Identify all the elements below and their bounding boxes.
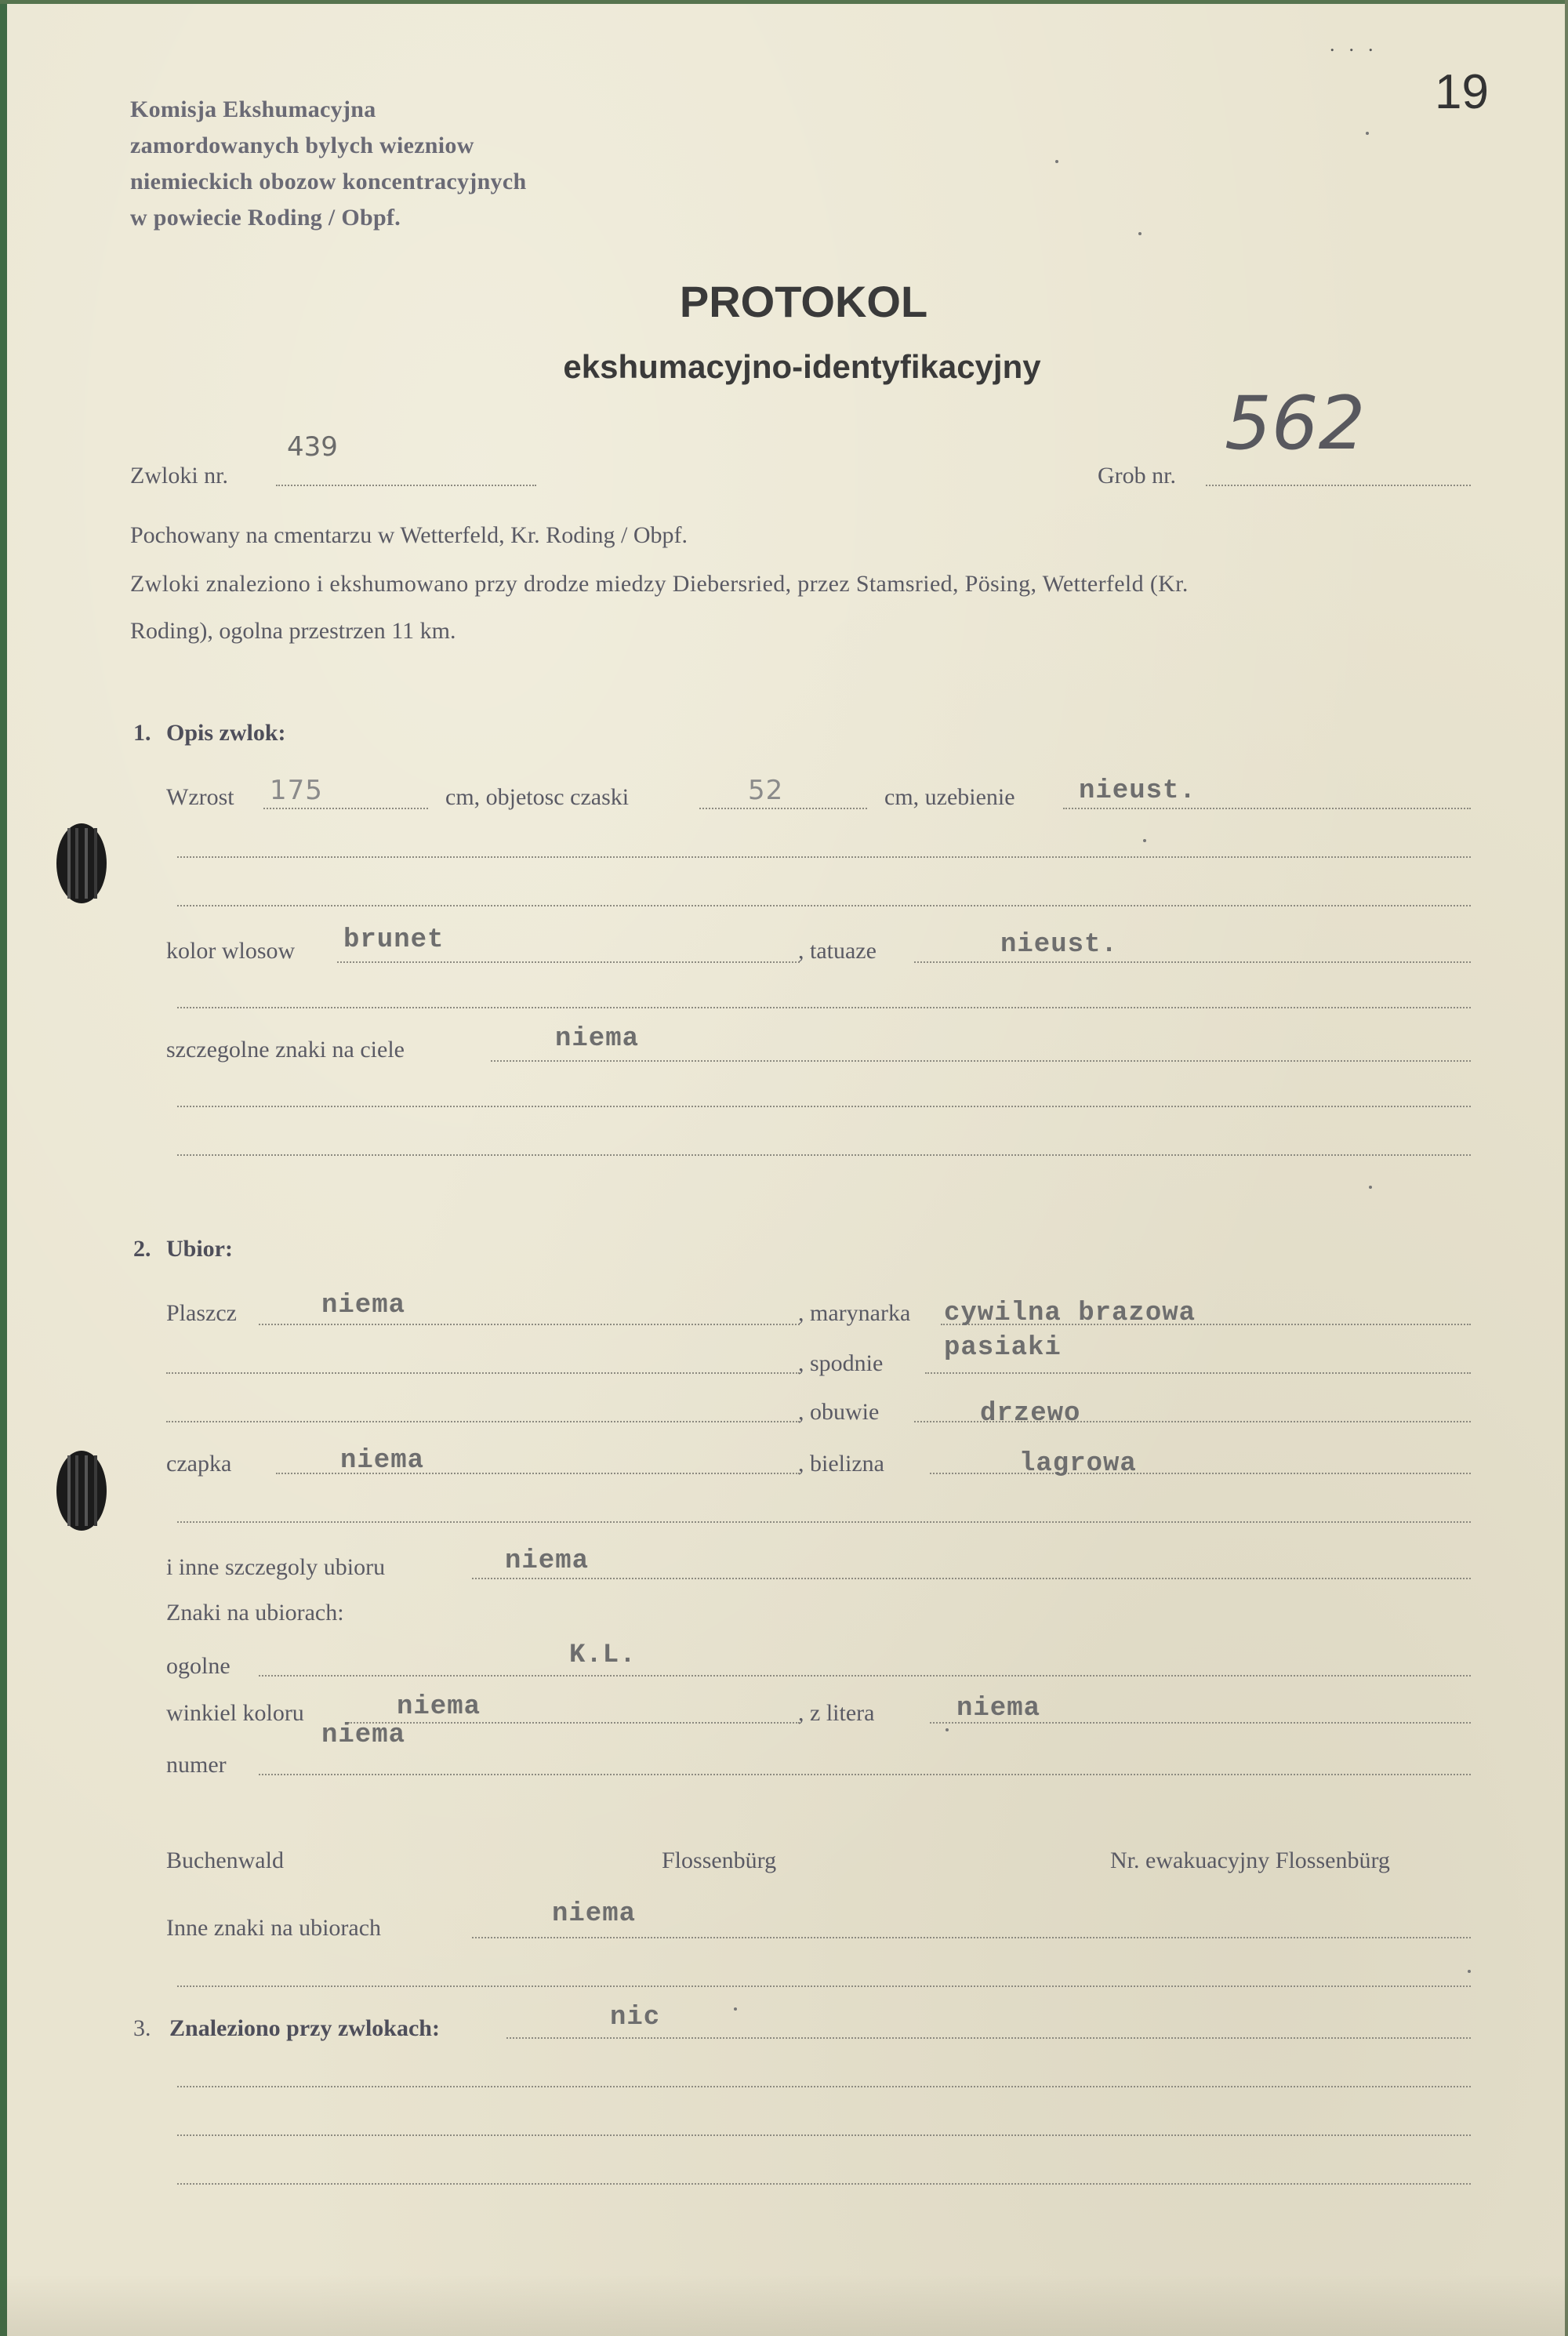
wlosy-label: kolor wlosow	[166, 938, 296, 964]
section-2-number: 2.	[133, 1236, 151, 1262]
inne-szczegoly-label: i inne szczegoly ubioru	[166, 1554, 386, 1580]
document-title: PROTOKOL	[679, 277, 928, 326]
paper-speck	[1138, 232, 1142, 235]
section-1-number: 1.	[133, 720, 151, 746]
inne-znaki-value: niema	[552, 1899, 637, 1929]
section-1-title: Opis zwlok:	[166, 720, 286, 746]
burial-line-3: Roding), ogolna przestrzen 11 km.	[130, 618, 456, 644]
opis-extra-line-2	[177, 905, 1471, 906]
zwloki-label: Zwloki nr.	[130, 463, 228, 489]
z-litera-label: , z litera	[798, 1700, 875, 1726]
document-subtitle: ekshumacyjno-identyfikacyjny	[563, 348, 1041, 385]
spodnie-value: pasiaki	[944, 1333, 1062, 1363]
winkiel-label: winkiel koloru	[166, 1700, 304, 1726]
inne-szczegoly-dotted-line	[472, 1578, 1471, 1579]
tatuaze-value: nieust.	[1000, 930, 1118, 960]
spodnie-dotted-line	[925, 1372, 1471, 1374]
opis-extra-line-4	[177, 1106, 1471, 1107]
obuwie-value: drzewo	[980, 1399, 1081, 1429]
inne-znaki-dotted-line	[472, 1937, 1471, 1938]
flossenburg-label: Flossenbürg	[662, 1847, 777, 1873]
spodnie-left-dotted-line	[166, 1372, 800, 1374]
paper-speck	[946, 1728, 949, 1731]
ubior-extra-line-2	[177, 1985, 1471, 1987]
plaszcz-dotted-line	[259, 1324, 800, 1325]
org-line-3: niemieckich obozow koncentracyjnych	[130, 169, 527, 194]
wzrost-dotted-line	[263, 808, 428, 809]
znaleziono-dotted-line	[506, 2037, 1471, 2039]
inne-znaki-label: Inne znaki na ubiorach	[166, 1915, 382, 1941]
czaszka-dotted-line	[699, 808, 867, 809]
paper-speck	[1468, 1970, 1471, 1973]
page-number: 19	[1435, 65, 1489, 119]
zwloki-dotted-line	[276, 485, 536, 486]
wzrost-label: Wzrost	[166, 784, 234, 810]
page-top-edge	[0, 0, 1568, 4]
ogolne-label: ogolne	[166, 1653, 230, 1679]
paper-speck	[1143, 839, 1146, 842]
inne-szczegoly-value: niema	[505, 1546, 590, 1576]
ubior-extra-line-1	[177, 1521, 1471, 1523]
znaleziono-extra-line-3	[177, 2183, 1471, 2185]
paper-speck	[734, 2007, 737, 2011]
czaszka-label: cm, objetosc czaski	[445, 784, 630, 810]
czapka-value: niema	[340, 1446, 425, 1476]
burial-line-2: Zwloki znaleziono i ekshumowano przy drodze miedzy Diebersried, przez Stamsried, Pösing, Wetterfeld (Kr.	[130, 571, 1189, 597]
buchenwald-label: Buchenwald	[166, 1847, 284, 1873]
paper-speck	[1366, 132, 1369, 135]
tatuaze-dotted-line	[914, 961, 1471, 963]
uzebienie-value: nieust.	[1079, 776, 1196, 806]
grob-value: 562	[1225, 381, 1366, 467]
znaki-na-ciele-label: szczegolne znaki na ciele	[166, 1037, 405, 1063]
bielizna-dotted-line	[930, 1473, 1471, 1474]
winkiel-dotted-line	[348, 1722, 800, 1724]
tatuaze-label: , tatuaze	[798, 938, 877, 964]
numer-label: numer	[166, 1752, 227, 1778]
numer-value: niema	[321, 1720, 406, 1750]
org-line-2: zamordowanych bylych wiezniow	[130, 133, 474, 158]
opis-extra-line-5	[177, 1154, 1471, 1156]
znaki-na-ciele-value: niema	[555, 1024, 640, 1054]
marynarka-value: cywilna brazowa	[944, 1299, 1196, 1328]
org-line-1: Komisja Ekshumacyjna	[130, 96, 376, 122]
opis-extra-line-1	[177, 856, 1471, 858]
punch-hole-lower	[56, 1451, 107, 1531]
page-bottom-shade	[0, 2274, 1568, 2336]
ogolne-dotted-line	[259, 1675, 1471, 1677]
winkiel-value: niema	[397, 1692, 481, 1722]
section-3-title: Znaleziono przy zwlokach:	[169, 2015, 440, 2041]
obuwie-left-dotted-line	[166, 1421, 800, 1422]
zwloki-value: 439	[287, 431, 338, 463]
bielizna-value: lagrowa	[1019, 1449, 1137, 1479]
plaszcz-value: niema	[321, 1291, 406, 1321]
plaszcz-label: Plaszcz	[166, 1300, 237, 1326]
znaleziono-extra-line-2	[177, 2134, 1471, 2136]
grob-dotted-line	[1206, 485, 1471, 486]
wlosy-value: brunet	[343, 925, 445, 955]
uzebienie-dotted-line	[1063, 808, 1471, 809]
znaleziono-value: nic	[610, 2003, 661, 2033]
section-2-title: Ubior:	[166, 1236, 233, 1262]
ogolne-value: K.L.	[569, 1640, 637, 1670]
wzrost-value: 175	[270, 775, 323, 806]
burial-line-1: Pochowany na cmentarzu w Wetterfeld, Kr. Roding / Obpf.	[130, 522, 688, 548]
uzebienie-label: cm, uzebienie	[884, 784, 1015, 810]
bielizna-label: , bielizna	[798, 1451, 884, 1477]
znaki-na-ubiorach-label: Znaki na ubiorach:	[166, 1600, 344, 1626]
org-line-4: w powiecie Roding / Obpf.	[130, 205, 401, 231]
wlosy-dotted-line	[337, 961, 800, 963]
znaki-na-ciele-dotted-line	[491, 1060, 1471, 1062]
ewakuacyjny-label: Nr. ewakuacyjny Flossenbürg	[1110, 1847, 1390, 1873]
z-litera-value: niema	[956, 1694, 1041, 1724]
opis-extra-line-3	[177, 1007, 1471, 1008]
punch-hole-upper	[56, 823, 107, 903]
marynarka-label: , marynarka	[798, 1300, 911, 1326]
corner-dots: ...	[1330, 33, 1388, 56]
paper-speck	[1055, 160, 1058, 163]
paper-speck	[1369, 1186, 1372, 1189]
section-3-number: 3.	[133, 2015, 151, 2041]
numer-dotted-line	[259, 1774, 1471, 1775]
grob-label: Grob nr.	[1098, 463, 1176, 489]
czapka-label: czapka	[166, 1451, 232, 1477]
czaszka-value: 52	[748, 775, 784, 806]
obuwie-label: , obuwie	[798, 1399, 880, 1425]
znaleziono-extra-line-1	[177, 2086, 1471, 2087]
spodnie-label: , spodnie	[798, 1350, 884, 1376]
